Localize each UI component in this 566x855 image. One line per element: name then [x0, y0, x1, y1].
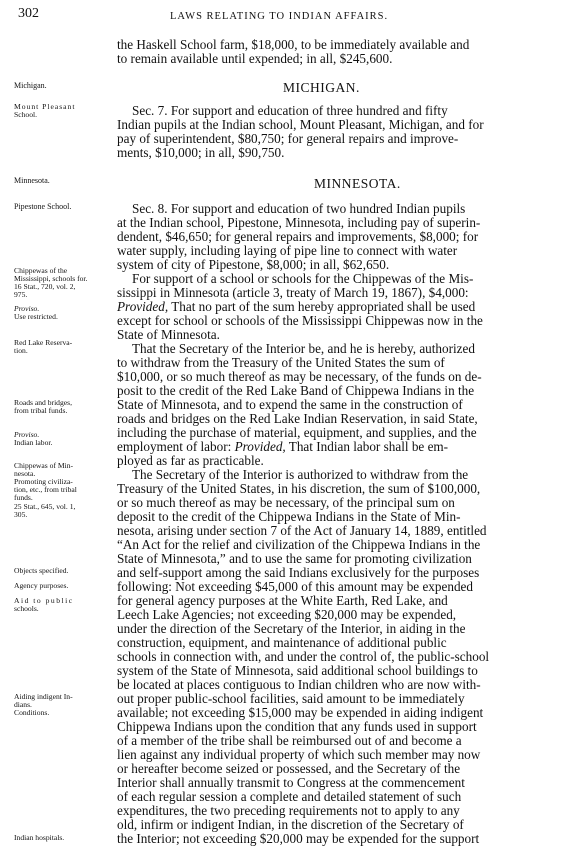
margin-note: Chippewas of Min-	[14, 461, 74, 470]
margin-note: Minnesota.	[14, 176, 50, 185]
text-line: following: Not exceeding $45,000 of this amount may be expended	[117, 579, 473, 594]
text-line	[117, 300, 475, 314]
text-run: That Indian labor shall be em-	[285, 439, 449, 454]
text-line: dendent, $46,650; for general repairs and improvements, $8,000; for	[117, 229, 479, 244]
margin-note: Indian labor.	[14, 438, 53, 447]
margin-note: Indian hospitals.	[14, 833, 65, 842]
text-line: of each regular session a complete and detailed statement of such	[117, 789, 462, 804]
text-line: the Interior; not exceeding $20,000 may be expended for the support	[117, 831, 480, 846]
margin-note: Pipestone School.	[14, 202, 72, 211]
proviso-word: Provided,	[234, 439, 286, 454]
text-line: posit to the credit of the Red Lake Band of Chippewa Indians in the	[117, 383, 475, 398]
text-line: Leech Lake Agencies; not exceeding $20,000 may be expended,	[117, 607, 457, 622]
text-line: including the purchase of material, equipment, and supplies, and the	[117, 425, 477, 440]
text-line: That the Secretary of the Interior be, and he is hereby, authorized	[132, 341, 475, 356]
text-line: be located at places contiguous to Indian children who are now with-	[117, 677, 481, 692]
text-line: water supply, including laying of pipe line to connect with water	[117, 243, 458, 258]
text-line: out proper public-school facilities, said amount to be immediately	[117, 691, 465, 706]
section-heading-michigan: MICHIGAN.	[283, 80, 360, 95]
text-line: State of Minnesota, and to expend the same in the construction of	[117, 397, 463, 412]
margin-note: Objects specified.	[14, 566, 69, 575]
text-line: construction, equipment, and maintenance of additional public	[117, 635, 447, 650]
margin-note: Chippewas of the	[14, 266, 68, 275]
text-line: to remain available until expended; in all, $245,600.	[117, 51, 393, 66]
text-line: Chippewa Indians upon the condition that any funds used in support	[117, 719, 477, 734]
margin-note: Proviso.	[14, 304, 40, 313]
text-line: sissippi in Minnesota (article 3, treaty of March 19, 1867), $4,000:	[117, 285, 469, 300]
proviso-word: Provided,	[117, 299, 169, 314]
margin-note: Aiding indigent In-	[14, 692, 73, 701]
text-line: $10,000, or so much thereof as may be necessary, of the funds on de-	[117, 369, 482, 384]
text-line: Indian pupils at the Indian school, Mount Pleasant, Michigan, and for	[117, 117, 484, 132]
text-line: nesota, arising under section 7 of the Act of January 14, 1889, entitled	[117, 523, 487, 538]
margin-note: School.	[14, 110, 37, 119]
margin-note: Michigan.	[14, 81, 47, 90]
margin-note: from tribal funds.	[14, 406, 68, 415]
text-line: to withdraw from the Treasury of the United States the sum of	[117, 355, 445, 370]
text-line: Interior shall annually transmit to Congress at the commencement	[117, 775, 465, 790]
text-line: system of city of Pipestone, $8,000; in all, $62,650.	[117, 257, 390, 272]
text-line: deposit to the credit of the Chippewa Indians in the State of Min-	[117, 509, 461, 524]
text-line: “An Act for the relief and civilization of the Chippewa Indians in the	[117, 537, 481, 552]
text-line: roads and bridges on the Red Lake Indian Reservation, in said State,	[117, 411, 478, 426]
text-line: old, infirm or indigent Indian, in the discretion of the Secretary of	[117, 817, 464, 832]
text-line: lien against any individual property of which such member may now	[117, 747, 481, 762]
text-line: pay of superintendent, $80,750; for general repairs and improve-	[117, 131, 459, 146]
margin-note: Conditions.	[14, 708, 50, 717]
text-line: State of Minnesota.	[117, 327, 220, 342]
text-line: except for school or schools of the Mississippi Chippewas now in the	[117, 313, 483, 328]
text-line	[117, 440, 448, 454]
margin-note: 25 Stat., 645, vol. 1,	[14, 502, 76, 511]
text-run: employment of labor:	[117, 439, 235, 454]
text-line: for general agency purposes at the White Earth, Red Lake, and	[117, 593, 448, 608]
margin-note: schools.	[14, 604, 39, 613]
section-heading-minnesota: MINNESOTA.	[314, 176, 401, 191]
text-line: schools in connection with, and under the control of, the public-school	[117, 649, 490, 664]
text-line: State of Minnesota,” and to use the same for promoting civilization	[117, 551, 472, 566]
text-line: or hereafter become seized or possessed, and the Secretary of the	[117, 761, 461, 776]
margin-note: tion, etc., from tribal	[14, 485, 77, 494]
text-line: expenditures, the two preceding requirements not to apply to any	[117, 803, 460, 818]
text-line: under the direction of the Secretary of the Interior, in aiding in the	[117, 621, 466, 636]
margin-note: Aid to public	[14, 596, 74, 605]
margin-note: Proviso.	[14, 430, 40, 439]
text-line: system of the State of Minnesota, said additional school buildings to	[117, 663, 478, 678]
text-line: Sec. 8. For support and education of two hundred Indian pupils	[132, 201, 466, 216]
text-line: The Secretary of the Interior is authorized to withdraw from the	[132, 467, 469, 482]
text-line: For support of a school or schools for the Chippewas of the Mis-	[132, 271, 474, 286]
text-line: available; not exceeding $15,000 may be expended in aiding indigent	[117, 705, 484, 720]
margin-note: 305.	[14, 510, 28, 519]
margin-note: funds.	[14, 493, 33, 502]
running-title: LAWS RELATING TO INDIAN AFFAIRS.	[170, 11, 389, 22]
margin-note: Agency purposes.	[14, 581, 69, 590]
margin-note: Use restricted.	[14, 312, 58, 321]
text-run: That no part of the sum hereby appropriated shall be used	[168, 299, 476, 314]
margin-note: Red Lake Reserva-	[14, 338, 73, 347]
margin-note: tion.	[14, 346, 28, 355]
text-line: or so much thereof as may be necessary, of the principal sum on	[117, 495, 455, 510]
text-line: Treasury of the United States, in his discretion, the sum of $100,000,	[117, 481, 481, 496]
margin-note: dians.	[14, 700, 32, 709]
text-line: of a member of the tribe shall be reimbursed out of and become a	[117, 733, 462, 748]
margin-note: 16 Stat., 720, vol. 2,	[14, 282, 76, 291]
page-number: 302	[18, 6, 39, 21]
text-line: ments, $10,000; in all, $90,750.	[117, 145, 285, 160]
margin-note: Promoting civiliza-	[14, 477, 73, 486]
margin-note: Mount Pleasant	[14, 102, 76, 111]
text-line: the Haskell School farm, $18,000, to be immediately available and	[117, 37, 470, 52]
text-line: and self-support among the said Indians exclusively for the purposes	[117, 565, 480, 580]
text-line: at the Indian school, Pipestone, Minnesota, including pay of superin-	[117, 215, 481, 230]
margin-note: nesota.	[14, 469, 36, 478]
margin-note: Mississippi, schools for.	[14, 274, 88, 283]
text-line: ployed as far as practicable.	[117, 453, 264, 468]
text-line: Sec. 7. For support and education of three hundred and fifty	[132, 103, 448, 118]
margin-note: Roads and bridges,	[14, 398, 72, 407]
margin-note: 975.	[14, 290, 28, 299]
